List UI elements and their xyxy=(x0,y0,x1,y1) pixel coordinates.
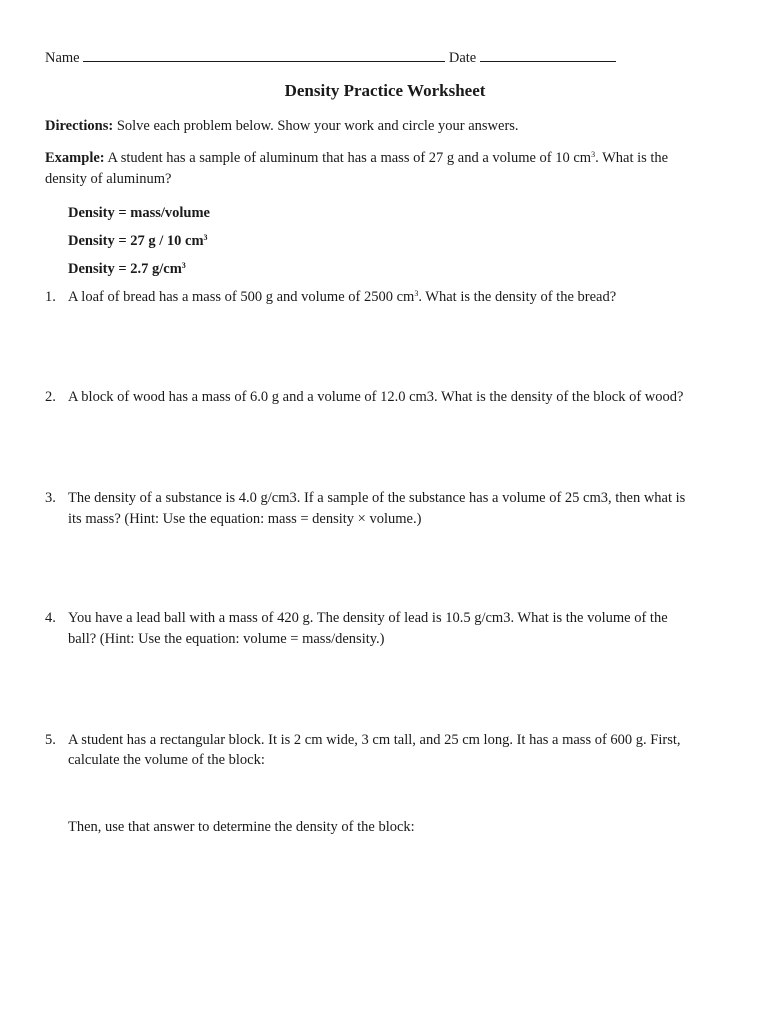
question-4-line-2: ball? (Hint: Use the equation: volume = mass/density.) xyxy=(68,631,385,647)
example-label: Example: xyxy=(45,150,105,166)
name-date-header xyxy=(45,47,616,67)
directions-label: Directions: xyxy=(45,118,114,134)
name-blank[interactable] xyxy=(83,47,445,62)
question-3-number: 3. xyxy=(45,490,56,506)
question-5-line-2: calculate the volume of the block: xyxy=(68,752,265,768)
example-step-3: Density = 2.7 $g/cm^3$ xyxy=(68,261,186,277)
question-4-number: 4. xyxy=(45,610,56,626)
example-line-1 xyxy=(45,150,668,167)
question-5-number: 5. xyxy=(45,732,56,748)
date-blank[interactable] xyxy=(480,47,616,62)
question-5-followup: Then, use that answer to determine the density of the block: xyxy=(68,819,415,835)
question-3-line-2: its mass? (Hint: Use the equation: mass = density × volume.) xyxy=(68,511,422,527)
example-step-2: Density = 27 g / 10 $cm^3$ xyxy=(68,233,208,249)
question-3-line-1: The density of a substance is 4.0 g/cm3. If a sample of the substance has a volume of 25 cm3, then what is xyxy=(68,490,686,506)
page-title: Density Practice Worksheet xyxy=(284,81,486,100)
example-step-1: Density = mass/volume xyxy=(68,205,210,221)
question-1-text: A loaf of bread has a mass of 500 g and volume of 2500 $cm^3$. What is the density of the bread? xyxy=(68,289,617,305)
directions xyxy=(45,118,519,135)
question-2-text: A block of wood has a mass of 6.0 g and a volume of 12.0 cm3. What is the density of the block of wood? xyxy=(68,389,684,405)
date-label: Date xyxy=(448,50,477,66)
question-4-line-1: You have a lead ball with a mass of 420 g. The density of lead is 10.5 g/cm3. What is the volume of the xyxy=(68,610,668,626)
example-text: A student has a sample of aluminum that has a mass of 27 g and a volume of 10 cm xyxy=(107,150,592,166)
question-5-line-1: A student has a rectangular block. It is 2 cm wide, 3 cm tall, and 25 cm long. It has a mass of 600 g. First, xyxy=(68,732,681,748)
question-2-number: 2. xyxy=(45,389,56,405)
name-label: Name xyxy=(45,50,80,66)
example-text-after: . What is the xyxy=(595,150,669,166)
directions-text: Solve each problem below. Show your work and circle your answers. xyxy=(116,118,519,134)
example-sup: 3 xyxy=(591,150,596,159)
example-line-2: density of aluminum? xyxy=(45,171,172,187)
question-1-number: 1. xyxy=(45,289,56,305)
